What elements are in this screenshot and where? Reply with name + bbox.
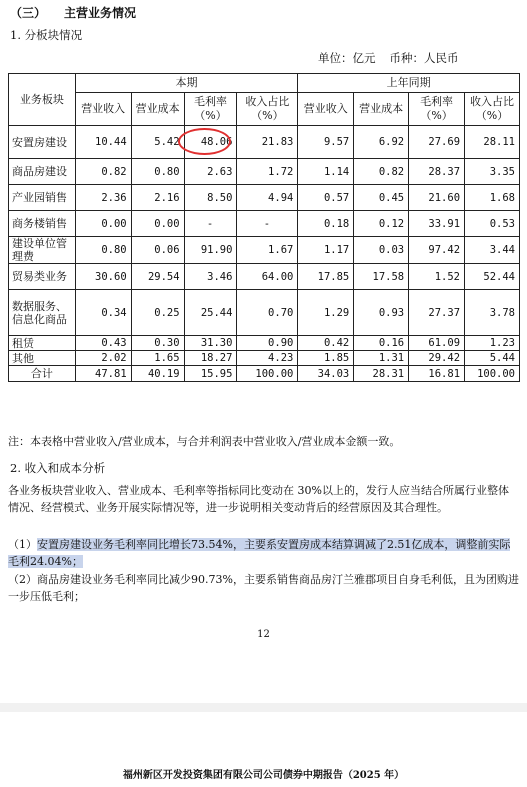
col-segment-header: 业务板块 (9, 74, 76, 126)
value-cell: 1.17 (298, 237, 354, 264)
value-cell: 3.44 (465, 237, 520, 264)
value-cell: 0.00 (75, 211, 131, 237)
value-cell: 10.44 (75, 126, 131, 159)
value-cell: 47.81 (75, 366, 131, 382)
table-row (9, 351, 520, 366)
unit-label: 单位：亿元 (318, 51, 376, 65)
value-cell: 30.60 (75, 264, 131, 290)
table-body (9, 126, 520, 382)
value-cell: 21.60 (409, 185, 465, 211)
value-cell: 100.00 (237, 366, 298, 382)
value-cell: 2.63 (184, 159, 237, 185)
value-cell: 27.37 (409, 290, 465, 336)
sub-header: 营业收入 (298, 93, 354, 126)
value-cell: 6.92 (354, 126, 409, 159)
value-cell: 17.58 (354, 264, 409, 290)
analysis-item-2: （2）商品房建设业务毛利率同比减少90.73%，主要系销售商品房汀兰雅郡项目自身毛利低，且为团购进一步压低毛利； (8, 573, 519, 603)
value-cell: 33.91 (409, 211, 465, 237)
value-cell: 3.78 (465, 290, 520, 336)
segment-table (8, 73, 520, 382)
segment-name: 数据服务、信息化商品 (9, 290, 76, 336)
table-row (9, 264, 520, 290)
value-cell: 9.57 (298, 126, 354, 159)
page-number: 12 (257, 629, 270, 640)
value-cell: - (237, 211, 298, 237)
value-cell: 1.31 (354, 351, 409, 366)
value-cell: 0.30 (131, 336, 184, 351)
value-cell: 61.09 (409, 336, 465, 351)
value-cell: 52.44 (465, 264, 520, 290)
segment-name: 其他 (9, 351, 76, 366)
segment-name: 安置房建设 (9, 126, 76, 159)
table-row (9, 237, 520, 264)
value-cell: 28.31 (354, 366, 409, 382)
value-cell: 0.42 (298, 336, 354, 351)
section-heading (10, 4, 136, 21)
segment-name: 商品房建设 (9, 159, 76, 185)
value-cell: 16.81 (409, 366, 465, 382)
value-cell: 1.14 (298, 159, 354, 185)
value-cell: 1.67 (237, 237, 298, 264)
value-cell: 2.36 (75, 185, 131, 211)
analysis-item-1 (8, 536, 520, 570)
value-cell: 18.27 (184, 351, 237, 366)
segment-name: 产业园销售 (9, 185, 76, 211)
table-row (9, 211, 520, 237)
value-cell: 5.42 (131, 126, 184, 159)
value-cell: 1.23 (465, 336, 520, 351)
value-cell: 0.80 (75, 237, 131, 264)
value-cell: 5.44 (465, 351, 520, 366)
analysis-paragraph: 各业务板块营业收入、营业成本、毛利率等指标同比变动在 30%以上的，发行人应当结合所属行业整体情况、经营模式、业务开展实际情况等，进一步说明相关变动背后的经营原因及其合理性。 (8, 484, 509, 514)
value-cell: 1.65 (131, 351, 184, 366)
segment-name: 合计 (9, 366, 76, 382)
sub-header: 毛利率（%） (409, 93, 465, 126)
table-row (9, 185, 520, 211)
sub-header: 营业收入 (75, 93, 131, 126)
value-cell: 0.18 (298, 211, 354, 237)
value-cell: 0.70 (237, 290, 298, 336)
value-cell: 4.23 (237, 351, 298, 366)
item-1-highlighted-text[interactable]: 安置房建设业务毛利率同比增长73.54%，主要系安置房成本结算调减了2.51亿成本，调整前实际毛利24.04%； (8, 538, 511, 568)
unit-line (318, 50, 459, 66)
value-cell: 0.90 (237, 336, 298, 351)
sub-header: 营业成本 (354, 93, 409, 126)
next-page (0, 712, 527, 787)
report-footer: 福州新区开发投资集团有限公司公司债券中期报告（2025 年） (122, 770, 405, 781)
value-cell: 0.82 (354, 159, 409, 185)
section-title: 主营业务情况 (64, 6, 137, 20)
table-note: 注：本表格中营业收入/营业成本，与合并利润表中营业收入/营业成本金额一致。 (8, 435, 401, 448)
value-cell: 0.53 (465, 211, 520, 237)
segment-name: 贸易类业务 (9, 264, 76, 290)
value-cell: 34.03 (298, 366, 354, 382)
segment-name: 建设单位管理费 (9, 237, 76, 264)
item-1-prefix: （1） (8, 538, 37, 551)
value-cell: 0.57 (298, 185, 354, 211)
table-row (9, 366, 520, 382)
segment-name: 商务楼销售 (9, 211, 76, 237)
current-period-header: 本期 (75, 74, 298, 93)
subsection-2-heading: 2. 收入和成本分析 (10, 461, 106, 475)
highlight-circle (178, 128, 231, 155)
value-cell: 0.82 (75, 159, 131, 185)
value-cell: 40.19 (131, 366, 184, 382)
value-cell: 29.42 (409, 351, 465, 366)
value-cell: 100.00 (465, 366, 520, 382)
value-cell: 1.52 (409, 264, 465, 290)
value-cell: 2.16 (131, 185, 184, 211)
value-cell: 1.68 (465, 185, 520, 211)
value-cell: 4.94 (237, 185, 298, 211)
value-cell: 3.35 (465, 159, 520, 185)
table-row (9, 126, 520, 159)
value-cell: 1.29 (298, 290, 354, 336)
value-cell: 25.44 (184, 290, 237, 336)
value-cell: - (184, 211, 237, 237)
value-cell: 0.80 (131, 159, 184, 185)
value-cell: 29.54 (131, 264, 184, 290)
value-cell: 3.46 (184, 264, 237, 290)
table-row (9, 290, 520, 336)
sub-header: 收入占比（%） (237, 93, 298, 126)
value-cell: 48.06 (184, 126, 237, 159)
value-cell: 15.95 (184, 366, 237, 382)
value-cell: 2.02 (75, 351, 131, 366)
value-cell: 64.00 (237, 264, 298, 290)
section-number: （三） (10, 6, 47, 20)
value-cell: 0.93 (354, 290, 409, 336)
value-cell: 28.37 (409, 159, 465, 185)
value-cell: 28.11 (465, 126, 520, 159)
value-cell: 0.16 (354, 336, 409, 351)
value-cell: 27.69 (409, 126, 465, 159)
sub-header: 收入占比（%） (465, 93, 520, 126)
value-cell: 0.25 (131, 290, 184, 336)
value-cell: 0.34 (75, 290, 131, 336)
value-cell: 0.12 (354, 211, 409, 237)
value-cell: 0.00 (131, 211, 184, 237)
prior-period-header: 上年同期 (298, 74, 520, 93)
value-cell: 8.50 (184, 185, 237, 211)
sub-header: 毛利率（%） (184, 93, 237, 126)
value-cell: 0.03 (354, 237, 409, 264)
value-cell: 21.83 (237, 126, 298, 159)
value-cell: 0.06 (131, 237, 184, 264)
table-row (9, 159, 520, 185)
subsection-1-heading: 1. 分板块情况 (10, 28, 83, 42)
currency-label: 币种：人民币 (389, 51, 459, 65)
value-cell: 17.85 (298, 264, 354, 290)
value-cell: 1.85 (298, 351, 354, 366)
value-cell: 1.72 (237, 159, 298, 185)
value-cell: 97.42 (409, 237, 465, 264)
segment-name: 租赁 (9, 336, 76, 351)
table-row (9, 336, 520, 351)
value-cell: 31.30 (184, 336, 237, 351)
value-cell: 0.43 (75, 336, 131, 351)
sub-header: 营业成本 (131, 93, 184, 126)
value-cell: 91.90 (184, 237, 237, 264)
value-cell: 0.45 (354, 185, 409, 211)
